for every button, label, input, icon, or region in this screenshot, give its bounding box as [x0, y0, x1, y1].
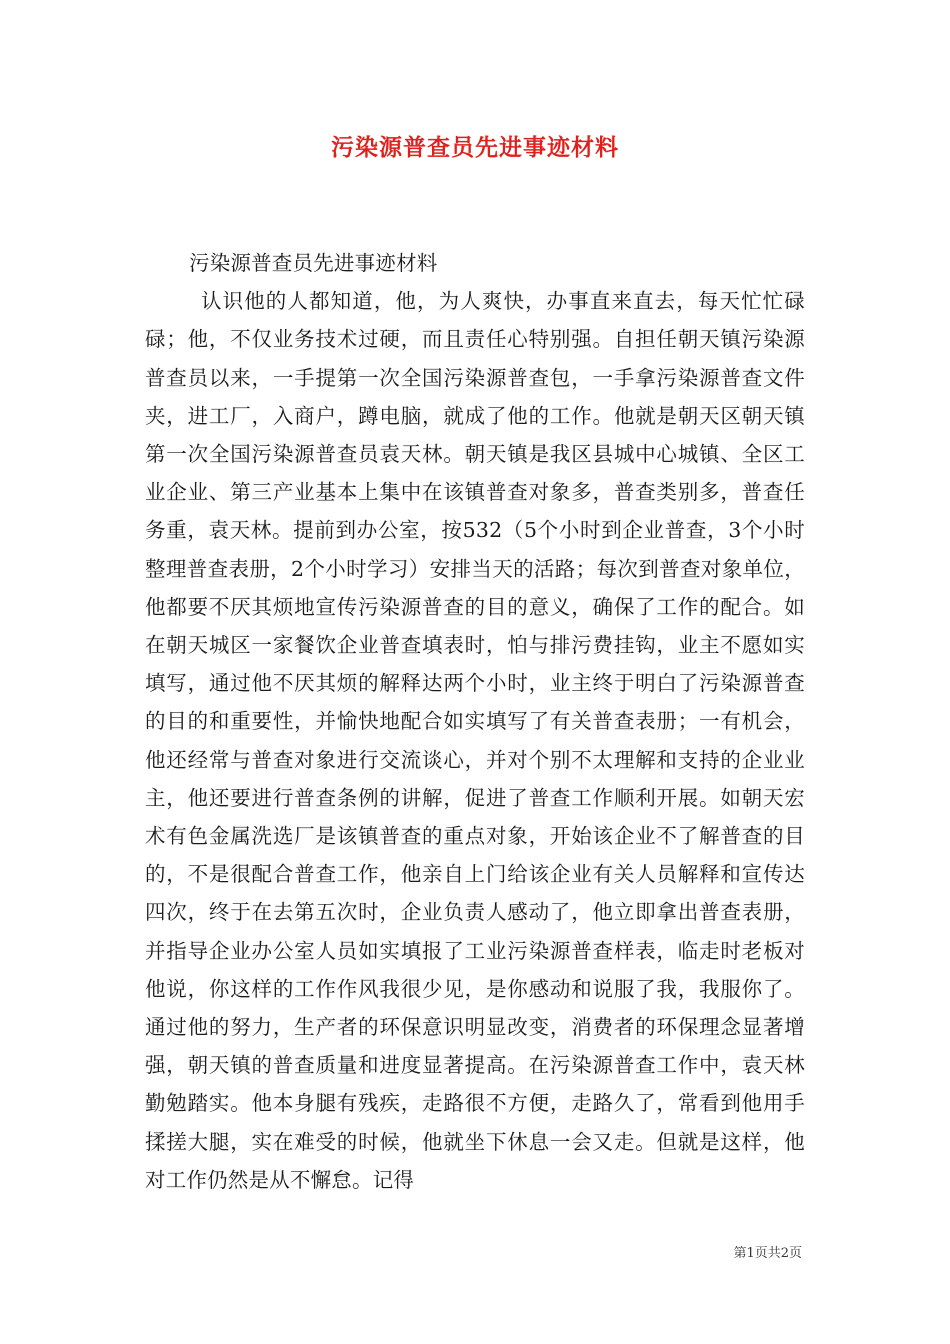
page-footer [733, 1245, 802, 1263]
document-subtitle: 污染源普查员先进事迹材料 [189, 251, 438, 275]
body-paragraph: 认识他的人都知道，他，为人爽快，办事直来直去，每天忙忙碌碌；他，不仅业务技术过硬，而且责任心特别强。自担任朝天镇污染源普查员以来，一手提第一次全国污染源普查包，一手拿污染源普查文件夹，进工厂，入商户，蹲电脑，就成了他的工作。他就是朝天区朝天镇第一次全国污染源普查员袁天林。朝天镇是我区县城中心城镇、全区工业企业、第三产业基本上集中在该镇普查对象多，普查类别多，普查任务重，袁天林。提前到办公室，按532（5个小时到企业普查，3个小时整理普查表册，2个小时学习）安排当天的活路；每次到普查对象单位，他都要不厌其烦地宣传污染源普查的目的意义，确保了工作的配合。如在朝天城区一家餐饮企业普查填表时，怕与排污费挂钩，业主不愿如实填写，通过他不厌其烦的解释达两个小时，业主终于明白了污染源普查的目的和重要性，并愉快地配合如实填写了有关普查表册；一有机会，他还经常与普查对象进行交流谈心，并对个别不太理解和支持的企业业主，他还要进行普查条例的讲解，促进了普查工作顺利开展。如朝天宏术有色金属洗选厂是该镇普查的重点对象，开始该企业不了解普查的目的，不是很配合普查工作，他亲自上门给该企业有关人员解释和宣传达四次，终于在去第五次时，企业负责人感动了，他立即拿出普查表册，并指导企业办公室人员如实填报了工业污染源普查样表，临走时老板对他说，你这样的工作作风我很少见，是你感动和说服了我，我服你了。通过他的努力，生产者的环保意识明显改变，消费者的环保理念显著增强，朝天镇的普查质量和进度显著提高。在污染源普查工作中，袁天林勤勉踏实。他本身腿有残疾，走路很不方便，走路久了，常看到他用手揉搓大腿，实在难受的时候，他就坐下休息一会又走。但就是这样，他对工作仍然是从不懈怠。记得 [145, 289, 805, 1192]
document-body [145, 244, 805, 1199]
document-title: 污染源普查员先进事迹材料 [331, 134, 619, 161]
page-number-label: 第1页共2页 [733, 1246, 802, 1261]
